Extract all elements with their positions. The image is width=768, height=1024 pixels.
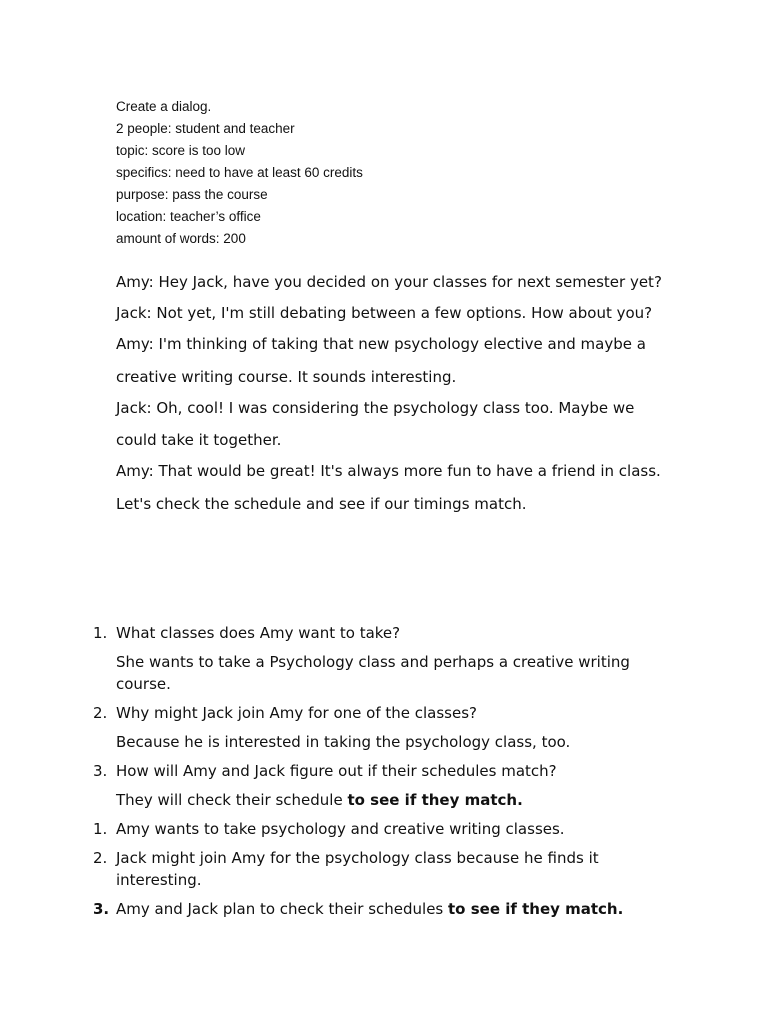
answer-text: They will check their schedule — [116, 791, 348, 809]
dialog-text — [116, 266, 676, 519]
summary-item — [0, 898, 656, 920]
answer-text: She wants to take a Psychology class and perhaps a creative writing course. — [116, 653, 630, 693]
dialog-paragraph: Jack: Not yet, I'm still debating between a few options. How about you? — [116, 304, 653, 322]
summary-text: Amy wants to take psychology and creative writing classes. — [116, 820, 565, 838]
questions-section — [0, 622, 768, 927]
prompt-line: purpose: pass the course — [116, 187, 268, 202]
question-text: Why might Jack join Amy for one of the classes? — [116, 704, 477, 722]
summary-item — [0, 847, 656, 891]
list-number: 3. — [93, 762, 108, 780]
summary-text: Jack might join Amy for the psychology class because he finds it interesting. — [116, 849, 599, 889]
answer-text: Because he is interested in taking the psychology class, too. — [116, 733, 571, 751]
answer-item — [0, 651, 656, 695]
question-text: How will Amy and Jack figure out if their schedules match? — [116, 762, 557, 780]
summary-text: Amy and Jack plan to check their schedules — [116, 900, 449, 918]
list-number: 1. — [93, 820, 108, 838]
dialog-paragraph: Amy: That would be great! It's always more fun to have a friend in class. Let's check the schedule and see if our timings match. — [116, 462, 661, 513]
question-item — [0, 702, 656, 724]
dialog-paragraph: Amy: I'm thinking of taking that new psychology elective and maybe a creative writing course. It sounds interesting. — [116, 335, 646, 386]
prompt-line: specifics: need to have at least 60 credits — [116, 165, 363, 180]
summary-bold-text: to see if they match. — [448, 900, 624, 918]
assignment-prompt — [116, 96, 676, 250]
list-number: 2. — [93, 849, 108, 867]
answer-item — [0, 731, 656, 753]
question-text: What classes does Amy want to take? — [116, 624, 401, 642]
answer-bold-text: to see if they match. — [347, 791, 523, 809]
prompt-line: 2 people: student and teacher — [116, 121, 295, 136]
summary-item — [0, 818, 656, 840]
question-item — [0, 760, 656, 782]
list-number: 2. — [93, 704, 108, 722]
question-item — [0, 622, 656, 644]
answer-item — [0, 789, 656, 811]
prompt-line: topic: score is too low — [116, 143, 246, 158]
prompt-line: location: teacher’s office — [116, 209, 261, 224]
prompt-line: Create a dialog. — [116, 99, 212, 114]
list-number: 3. — [93, 900, 110, 918]
dialog-paragraph: Jack: Oh, cool! I was considering the psychology class too. Maybe we could take it together. — [116, 398, 635, 449]
dialog-paragraph: Amy: Hey Jack, have you decided on your classes for next semester yet? — [116, 273, 662, 291]
list-number: 1. — [93, 624, 108, 642]
prompt-line: amount of words: 200 — [116, 231, 246, 246]
